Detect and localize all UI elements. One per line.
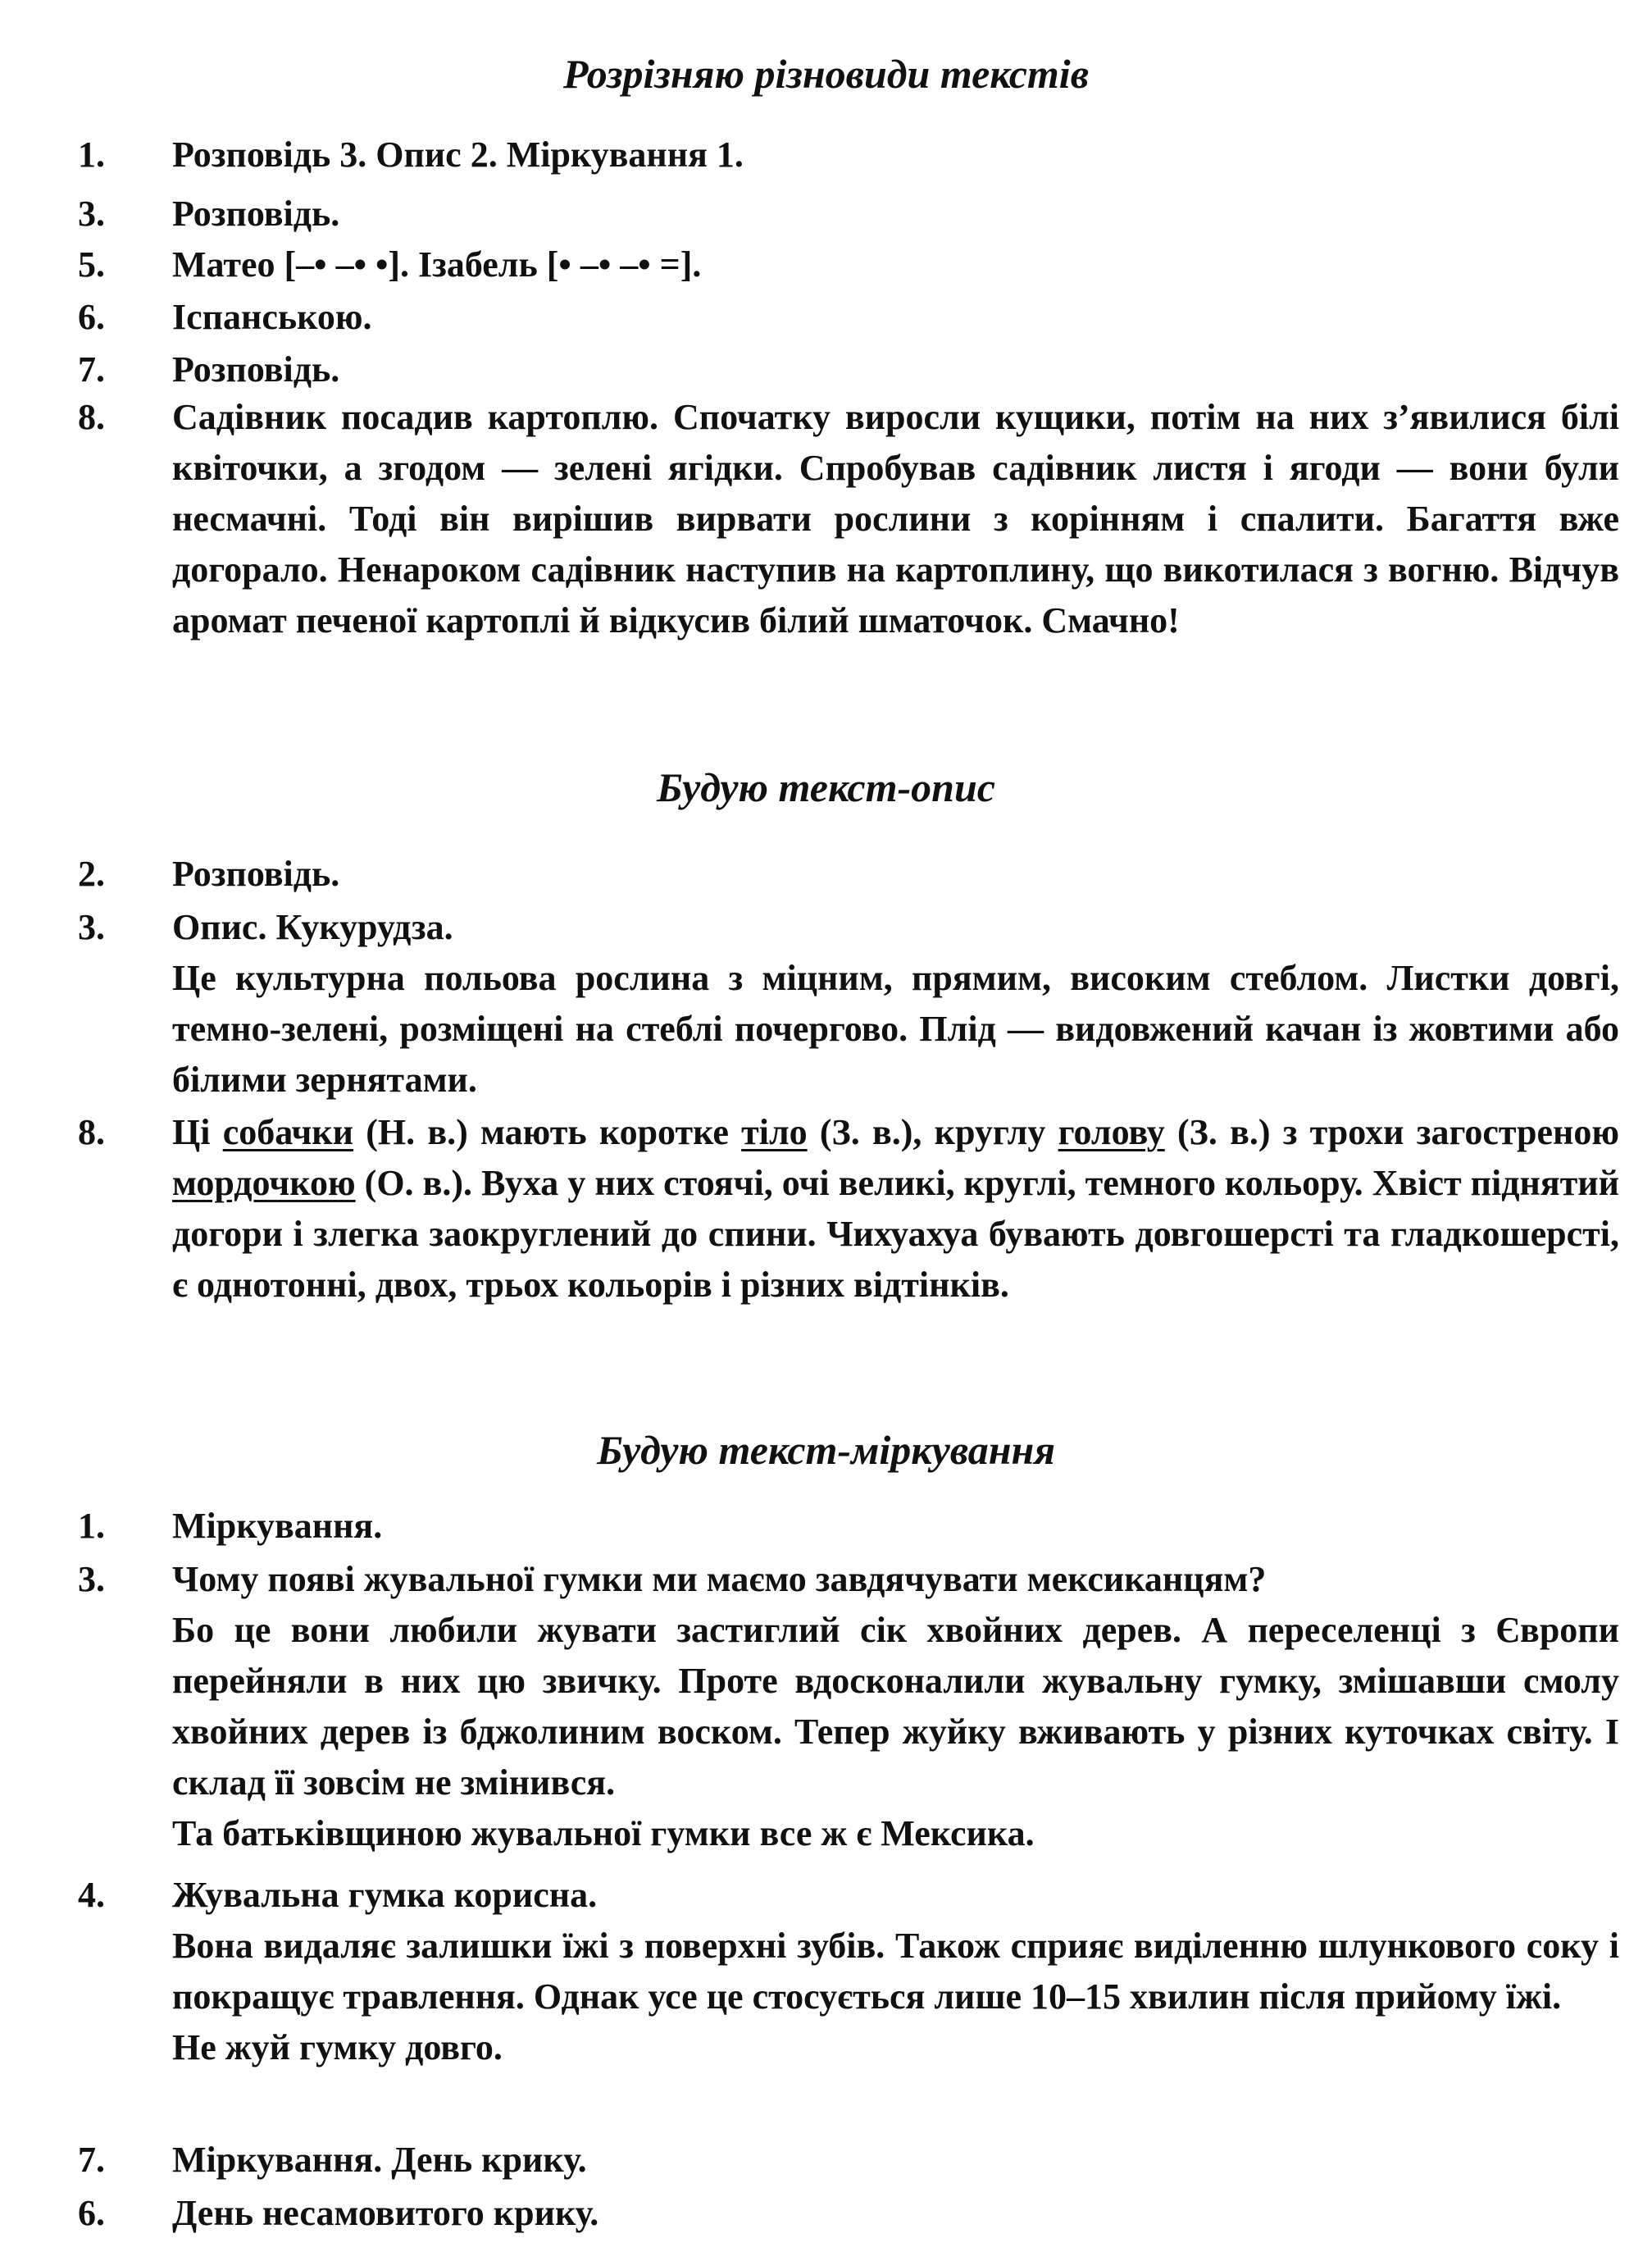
item-number: 3.: [78, 1559, 105, 1599]
item-number: 3.: [78, 194, 105, 234]
item-text: Жувальна гумка корисна.: [172, 1875, 598, 1915]
item-number: 2.: [78, 854, 105, 894]
underlined-word: собачки: [222, 1112, 353, 1152]
item-text: Чому появі жувальної гумки ми маємо завдячувати мексиканцям?: [172, 1559, 1267, 1599]
item-text: Матео [–• –• •]. Ізабель [• –• –• =].: [172, 244, 702, 285]
list-item: [78, 292, 1619, 343]
text-run: (О. в.). Вуха у них стоячі, очі великі, круглі, темного кольору. Хвіст піднятий догори і злегка заокруглений до спини. Чихуахуа бувають довгошерсті та гладкошерсті, є однотонні, двох, трьох кольорів і різних відтінків.: [172, 1163, 1619, 1305]
item-text: Це культурна польова рослина з міцним, прямим, високим стеблом. Листки довгі, темно-зелені, розміщені на стеблі почергово. Плід — видовжений качан із жовтими або білими зернятами.: [172, 958, 1619, 1100]
item-number: 5.: [78, 244, 105, 285]
list-item: [78, 239, 1619, 290]
list-item: [78, 1870, 1619, 2073]
item-number: 8.: [78, 397, 105, 437]
text-run: (З. в.), круглу: [807, 1112, 1058, 1152]
item-text: Садівник посадив картоплю. Спочатку виросли кущики, потім на них з’явилися білі квіточки, а згодом — зелені ягідки. Спробував садівник листя і ягоди — вони були несмачні. Тоді він вирішив вирвати рослини з корінням і спалити. Багаття вже догорало. Ненароком садівник наступив на картоплину, що викотилася з вогню. Відчув аромат печеної картоплі й відкусив білий шматочок. Смачно!: [172, 397, 1619, 640]
list-item: [78, 189, 1619, 239]
text-run: Ці: [172, 1112, 223, 1152]
underlined-word: мордочкою: [172, 1163, 356, 1203]
item-text: Міркування.: [172, 1506, 383, 1546]
item-text: Вона видаляє залишки їжі з поверхні зубів. Також сприяє виділенню шлункового соку і покращує травлення. Однак усе це стосується лише 10–15 хвилин після прийому їжі.: [172, 1926, 1619, 2017]
item-text: Міркування. День крику.: [172, 2140, 587, 2180]
list-item: [78, 849, 1619, 900]
item-number: 1.: [78, 1506, 105, 1546]
section-title: Будую текст-міркування: [596, 1427, 1056, 1473]
item-text: Бо це вони любили жувати застиглий сік хвойних дерев. А переселенці з Європи перейняли в них цю звичку. Проте вдосконалили жувальну гумку, змішавши смолу хвойних дерев із бджолиним воском. Тепер жуйку вживають у різних куточках світу. І склад її зовсім не змінився.: [172, 1610, 1619, 1803]
text-run: (З. в.) з трохи загостреною: [1164, 1112, 1619, 1152]
item-number: 8.: [78, 1112, 105, 1152]
item-number: 6.: [78, 297, 105, 337]
list-item: [78, 2188, 1619, 2239]
item-number: 4.: [78, 1875, 105, 1915]
item-number: 7.: [78, 2140, 105, 2180]
item-number: 6.: [78, 2193, 105, 2233]
list-item: [78, 392, 1619, 646]
item-text: [172, 1107, 1619, 1311]
text-run: (Н. в.) мають коротке: [353, 1112, 742, 1152]
list-item: [78, 344, 1619, 395]
list-item: [78, 130, 1619, 180]
section-title: Будую текст-опис: [657, 764, 995, 810]
list-item: [78, 1554, 1619, 1859]
item-number: 3.: [78, 907, 105, 947]
item-number: 7.: [78, 349, 105, 390]
item-text: Розповідь 3. Опис 2. Міркування 1.: [172, 134, 744, 175]
item-text: Опис. Кукурудза.: [172, 907, 453, 947]
item-text: Розповідь.: [172, 854, 340, 894]
item-text: Розповідь.: [172, 194, 340, 234]
item-text: День несамовитого крику.: [172, 2193, 599, 2233]
item-number: 1.: [78, 134, 105, 175]
item-text: Розповідь.: [172, 349, 340, 390]
underlined-word: тіло: [741, 1112, 808, 1152]
list-item: [78, 1501, 1619, 1552]
section-title: Розрізняю різновиди текстів: [562, 51, 1090, 97]
list-item: [78, 902, 1619, 1105]
item-text: Іспанською.: [172, 297, 372, 337]
item-text: Та батьківщиною жувальної гумки все ж є Мексика.: [172, 1813, 1035, 1853]
underlined-word: голову: [1058, 1112, 1165, 1152]
list-item: [78, 2135, 1619, 2186]
list-item: [78, 1107, 1619, 1311]
item-text: Не жуй гумку довго.: [172, 2027, 503, 2067]
